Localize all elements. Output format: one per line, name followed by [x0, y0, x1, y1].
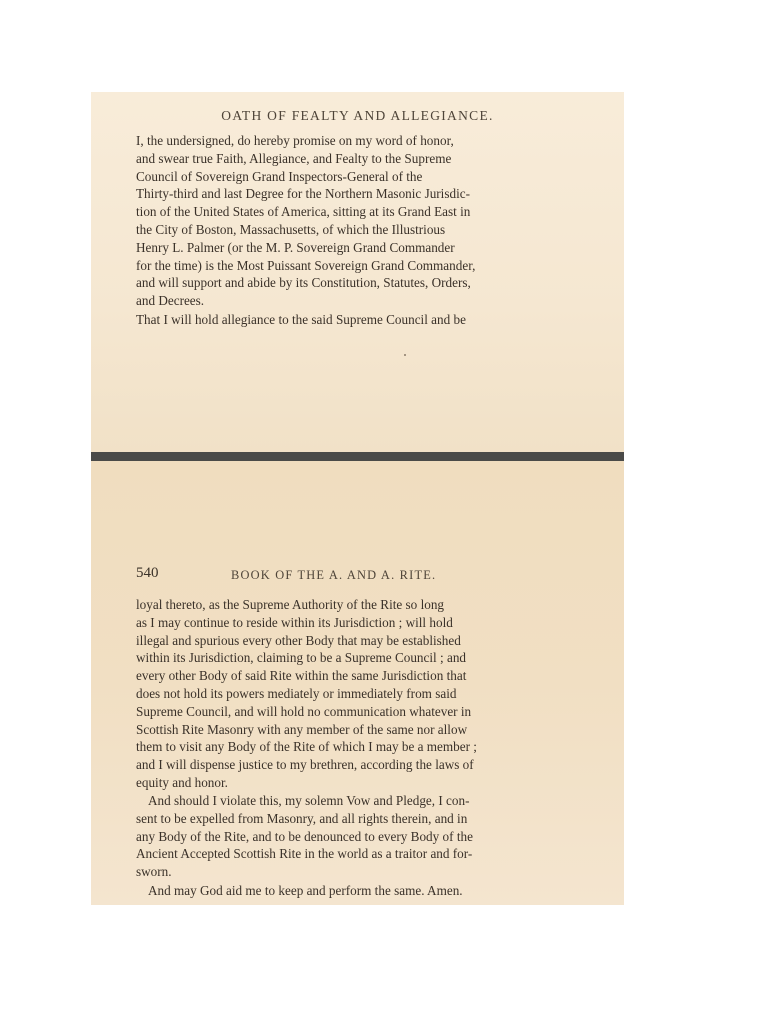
text-line: Scottish Rite Masonry with any member of the same nor allow	[136, 721, 468, 737]
bottom-page-scan	[91, 461, 624, 905]
page-number: 540	[136, 565, 159, 581]
text-line: within its Jurisdiction, claiming to be a Supreme Council ; and	[136, 650, 467, 666]
oath-paragraph-1	[136, 132, 574, 310]
paper-speck	[404, 354, 406, 356]
text-line: Council of Sovereign Grand Inspectors-General of the	[136, 168, 423, 184]
page-divider	[91, 452, 624, 461]
text-line: for the time) is the Most Puissant Sovereign Grand Commander,	[136, 257, 476, 273]
text-line: and swear true Faith, Allegiance, and Fealty to the Supreme	[136, 150, 452, 166]
text-line: and will support and abide by its Constitution, Statutes, Orders,	[136, 275, 471, 291]
text-line: and Decrees.	[136, 293, 205, 309]
text-line: Supreme Council, and will hold no communication whatever in	[136, 703, 472, 719]
text-line: Henry L. Palmer (or the M. P. Sovereign Grand Commander	[136, 239, 455, 255]
text-line: I, the undersigned, do hereby promise on my word of honor,	[136, 133, 454, 148]
text-line: illegal and spurious every other Body that may be established	[136, 632, 461, 648]
text-line: And should I violate this, my solemn Vow and Pledge, I con-	[148, 793, 470, 808]
text-line: sworn.	[136, 864, 172, 880]
oath-paragraph-2	[136, 311, 574, 329]
text-line: does not hold its powers mediately or immediately from said	[136, 685, 457, 701]
page-header	[136, 565, 574, 585]
text-line: and I will dispense justice to my brethren, according the laws of	[136, 757, 474, 773]
page-title: OATH OF FEALTY AND ALLEGIANCE.	[221, 108, 494, 123]
text-line: sent to be expelled from Masonry, and all rights therein, and in	[136, 810, 468, 826]
text-line: them to visit any Body of the Rite of which I may be a member ;	[136, 739, 477, 755]
oath-paragraph-4	[136, 792, 574, 881]
text-line: as I may continue to reside within its Jurisdiction ; will hold	[136, 614, 453, 630]
text-line: every other Body of said Rite within the same Jurisdiction that	[136, 668, 467, 684]
oath-paragraph-3	[136, 596, 574, 792]
oath-paragraph-5	[136, 882, 574, 900]
text-line: And may God aid me to keep and perform the same. Amen.	[148, 883, 463, 898]
text-line: Ancient Accepted Scottish Rite in the world as a traitor and for-	[136, 846, 473, 862]
text-line: Thirty-third and last Degree for the Northern Masonic Jurisdic-	[136, 186, 470, 202]
text-line: any Body of the Rite, and to be denounced to every Body of the	[136, 828, 473, 844]
running-head: BOOK OF THE A. AND A. RITE.	[231, 568, 437, 582]
text-line: loyal thereto, as the Supreme Authority of the Rite so long	[136, 597, 445, 612]
text-line: the City of Boston, Massachusetts, of which the Illustrious	[136, 221, 446, 237]
text-line: That I will hold allegiance to the said Supreme Council and be	[136, 312, 466, 327]
top-page-scan	[91, 92, 624, 452]
text-line: tion of the United States of America, sitting at its Grand East in	[136, 204, 471, 220]
text-line: equity and honor.	[136, 774, 228, 790]
